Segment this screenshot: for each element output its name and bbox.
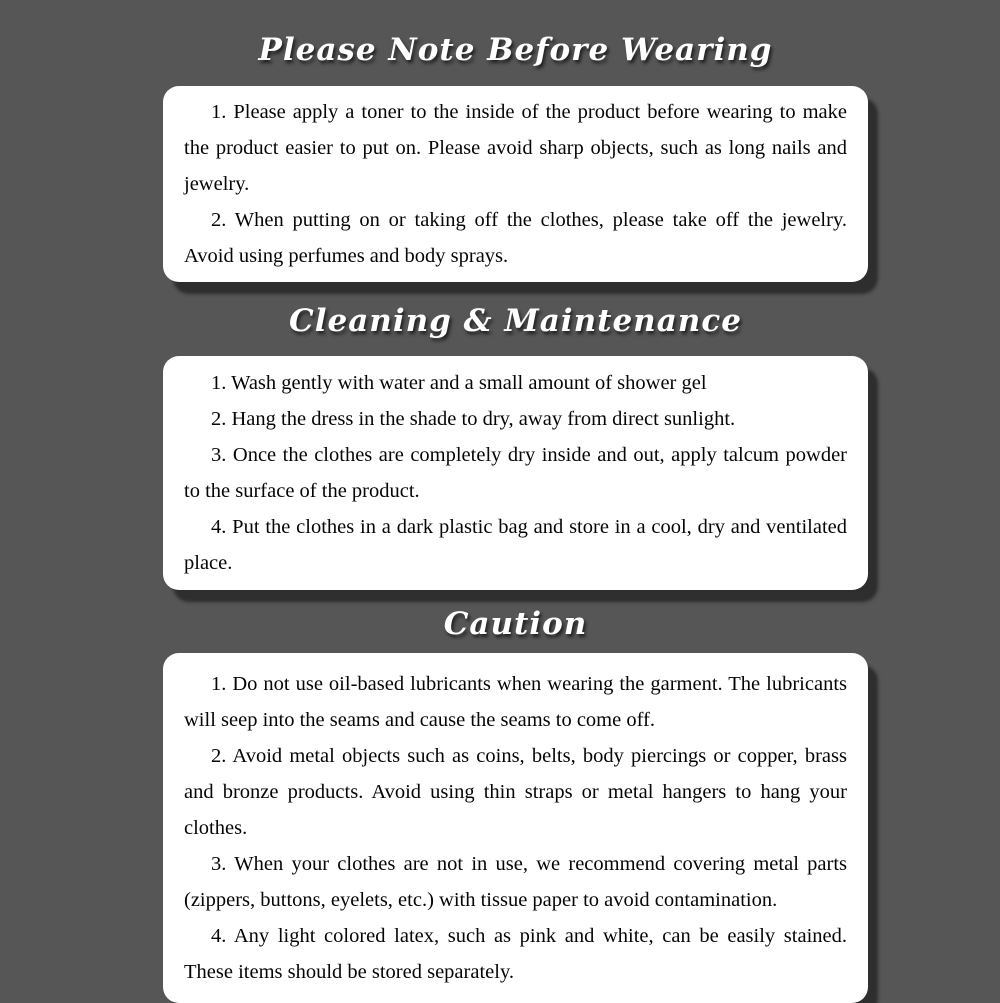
cleaning-item-2: 2. Hang the dress in the shade to dry, away from direct sunlight. — [211, 408, 736, 430]
card-before-wearing — [163, 86, 868, 282]
section-heading-cleaning-maintenance: Cleaning & Maintenance — [289, 303, 742, 339]
section-heading-caution: Caution — [443, 606, 588, 642]
card-cleaning-maintenance — [163, 356, 868, 590]
caution-item-4: 4. Any light colored latex, such as pink and white, can be easily stained. These items should be stored separately. — [184, 925, 847, 983]
care-instructions-sheet — [163, 0, 868, 1003]
caution-item-3: 3. When your clothes are not in use, we recommend covering metal parts (zippers, buttons, eyelets, etc.) with tissue paper to avoid contamination. — [184, 853, 847, 911]
card-caution — [163, 653, 868, 1003]
caution-item-2: 2. Avoid metal objects such as coins, belts, body piercings or copper, brass and bronze products. Avoid using thin straps or metal hangers to hang your clothes. — [184, 745, 847, 839]
cleaning-item-4: 4. Put the clothes in a dark plastic bag and store in a cool, dry and ventilated place. — [184, 516, 847, 574]
before-wearing-item-2: 2. When putting on or taking off the clothes, please take off the jewelry. Avoid using perfumes and body sprays. — [184, 209, 847, 267]
cleaning-item-3: 3. Once the clothes are completely dry inside and out, apply talcum powder to the surface of the product. — [184, 444, 847, 502]
cleaning-item-1: 1. Wash gently with water and a small amount of shower gel — [211, 372, 707, 394]
before-wearing-item-1: 1. Please apply a toner to the inside of the product before wearing to make the product easier to put on. Please avoid sharp objects, such as long nails and jewelry. — [184, 101, 847, 195]
section-heading-before-wearing: Please Note Before Wearing — [258, 32, 773, 68]
caution-item-1: 1. Do not use oil-based lubricants when wearing the garment. The lubricants will seep into the seams and cause the seams to come off. — [184, 673, 847, 731]
